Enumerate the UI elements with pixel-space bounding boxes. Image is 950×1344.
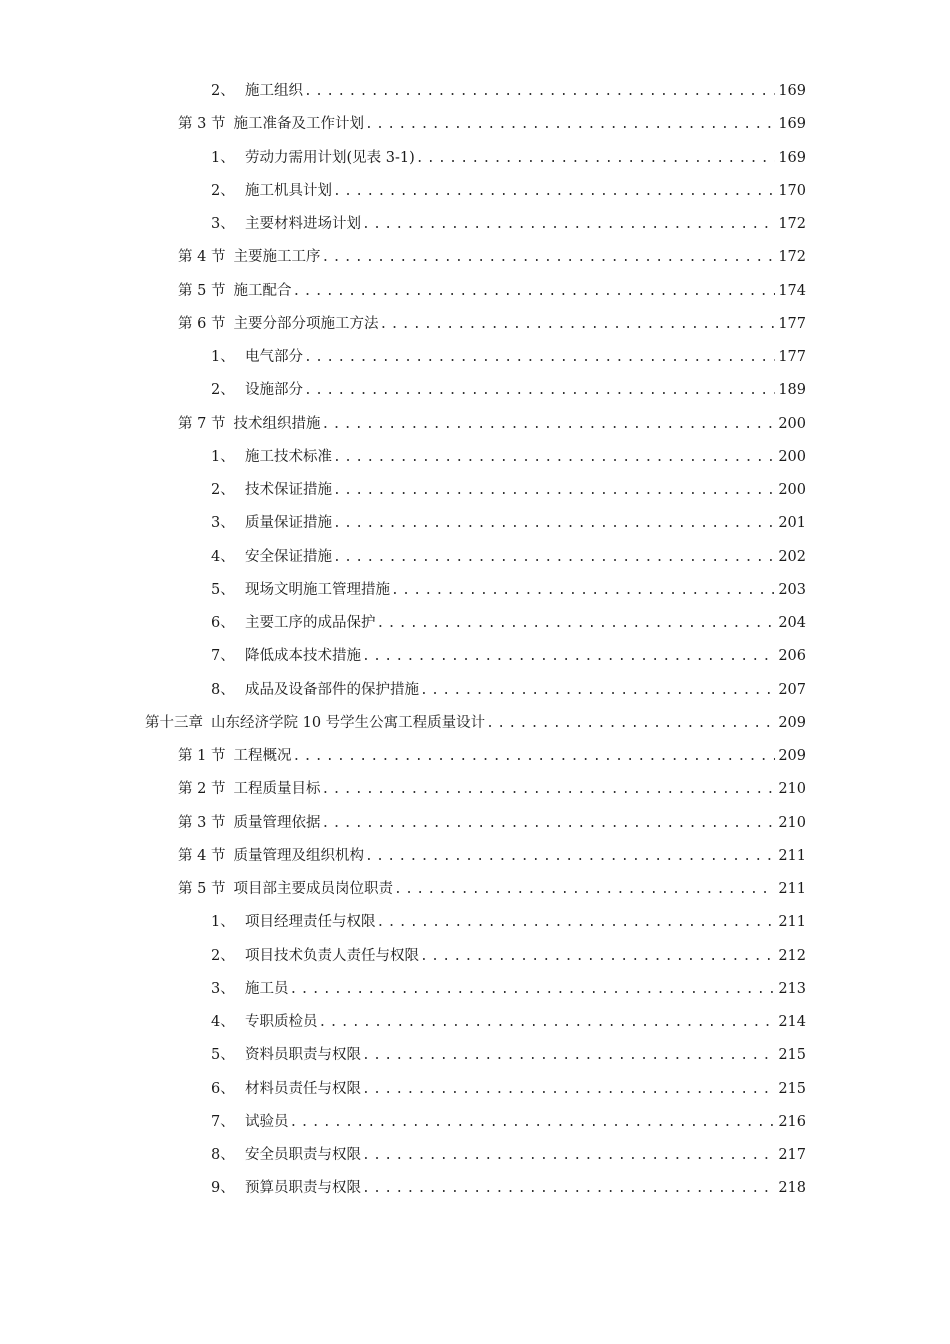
toc-entry-page-number: 172 [778,216,806,232]
toc-entry-section[interactable] [0,108,950,141]
toc-entry-title: 工程质量目标 [233,781,321,798]
toc-entry-section[interactable] [0,873,950,906]
toc-entry-page-number: 204 [778,615,806,631]
toc-entry-number: 5、 [211,581,235,598]
toc-dot-leader [377,906,776,939]
toc-dot-leader [362,1139,775,1172]
toc-entry-number: 1、 [211,448,235,465]
toc-entry-page-number: 212 [778,947,806,964]
toc-entry-number: 4、 [211,548,235,565]
toc-entry-title: 主要工序的成品保护 [245,615,376,631]
toc-entry-number: 2、 [211,482,235,498]
toc-entry-page-number: 203 [778,581,806,598]
toc-entry-page-number: 169 [778,116,806,133]
toc-entry-page-number: 174 [778,282,806,299]
toc-entry-page-number: 201 [778,515,806,532]
toc-entry-title: 施工技术标准 [245,448,332,465]
toc-entry-title: 施工机具计划 [245,182,332,199]
toc-entry-title: 主要施工工序 [233,249,321,266]
toc-entry-page-number: 206 [778,648,806,665]
toc-entry-number: 第 5 节 [178,881,226,897]
toc-entry-page-number: 202 [778,548,806,565]
toc-entry-title: 工程概况 [233,748,292,764]
toc-entry-title: 材料员责任与权限 [245,1080,361,1097]
toc-entry-page-number: 189 [778,382,806,399]
toc-entry-item[interactable] [0,341,950,374]
toc-entry-title: 设施部分 [245,382,303,399]
toc-entry-number: 9、 [211,1180,235,1197]
toc-dot-leader [321,773,775,806]
toc-dot-leader [362,1073,775,1106]
toc-entry-title: 资料员职责与权限 [245,1047,361,1064]
toc-dot-leader [321,408,775,441]
toc-entry-page-number: 209 [778,748,806,764]
toc-entry-item[interactable] [0,1172,950,1205]
toc-entry-number: 4、 [211,1014,235,1030]
toc-dot-leader [420,674,775,707]
toc-dot-leader [391,574,775,607]
toc-entry-title: 劳动力需用计划(见表 3-1) [245,149,415,166]
toc-entry-title: 降低成本技术措施 [245,648,361,665]
toc-entry-title: 质量管理及组织机构 [233,847,364,864]
toc-entry-title: 质量保证措施 [245,515,332,532]
toc-entry-number: 第 3 节 [178,116,226,133]
toc-entry-number: 第 7 节 [178,415,226,432]
toc-entry-item[interactable] [0,674,950,707]
toc-entry-page-number: 211 [778,881,806,897]
toc-entry-item[interactable] [0,441,950,474]
toc-entry-item[interactable] [0,1139,950,1172]
toc-entry-page-number: 211 [778,847,806,864]
toc-entry-page-number: 169 [778,149,806,166]
toc-dot-leader [290,1106,776,1139]
toc-entry-page-number: 210 [778,814,806,831]
toc-entry-section[interactable] [0,275,950,308]
table-of-contents [0,75,950,1206]
toc-entry-page-number: 210 [778,781,806,798]
toc-entry-title: 预算员职责与权限 [245,1180,361,1197]
toc-entry-number: 2、 [211,382,235,399]
toc-entry-title: 项目经理责任与权限 [245,914,376,931]
toc-entry-number: 第 4 节 [178,847,226,864]
toc-entry-item[interactable] [0,208,950,241]
toc-entry-title: 现场文明施工管理措施 [245,581,390,598]
toc-entry-page-number: 170 [778,182,806,199]
toc-dot-leader [362,1039,775,1072]
toc-entry-page-number: 177 [778,349,806,365]
toc-entry-number: 6、 [211,1080,235,1097]
toc-entry-page-number: 177 [778,315,806,332]
toc-entry-page-number: 217 [778,1147,806,1163]
toc-entry-item[interactable] [0,1073,950,1106]
toc-entry-chapter[interactable] [0,707,950,740]
toc-entry-number: 第 2 节 [178,781,226,798]
toc-entry-page-number: 209 [778,714,806,731]
toc-dot-leader [365,108,775,141]
toc-entry-section[interactable] [0,807,950,840]
toc-entry-number: 第十三章 [145,714,203,731]
toc-entry-page-number: 207 [778,681,806,698]
toc-entry-item[interactable] [0,607,950,640]
toc-dot-leader [394,873,775,906]
toc-dot-leader [416,142,775,175]
toc-dot-leader [304,75,775,108]
toc-entry-title: 成品及设备部件的保护措施 [245,681,419,698]
toc-entry-title: 施工员 [245,980,289,997]
toc-entry-item[interactable] [0,142,950,175]
toc-entry-number: 1、 [211,349,235,365]
toc-entry-item[interactable] [0,640,950,673]
toc-entry-page-number: 213 [778,980,806,997]
toc-entry-title: 主要分部分项施工方法 [233,315,379,332]
toc-entry-number: 第 4 节 [178,249,226,266]
toc-dot-leader [486,707,775,740]
toc-entry-title: 质量管理依据 [233,814,321,831]
toc-entry-title: 项目技术负责人责任与权限 [245,947,419,964]
toc-entry-title: 技术组织措施 [233,415,321,432]
toc-dot-leader [333,474,775,507]
toc-entry-item[interactable] [0,973,950,1006]
toc-entry-item[interactable] [0,541,950,574]
toc-entry-title: 专职质检员 [245,1014,318,1030]
toc-entry-item[interactable] [0,374,950,407]
toc-entry-number: 8、 [211,1147,235,1163]
toc-entry-number: 3、 [211,216,235,232]
toc-entry-title: 施工准备及工作计划 [233,116,364,133]
toc-dot-leader [292,275,775,308]
toc-dot-leader [365,840,775,873]
toc-entry-number: 3、 [211,515,235,532]
toc-entry-number: 3、 [211,980,235,997]
toc-entry-page-number: 216 [778,1113,806,1130]
toc-entry-number: 2、 [211,947,235,964]
toc-dot-leader [290,973,776,1006]
toc-entry-item[interactable] [0,906,950,939]
toc-dot-leader [292,740,775,773]
toc-entry-item[interactable] [0,1039,950,1072]
toc-entry-number: 7、 [211,648,235,665]
toc-dot-leader [420,940,775,973]
toc-entry-page-number: 214 [778,1014,806,1030]
toc-entry-page-number: 200 [778,482,806,498]
toc-dot-leader [304,341,775,374]
toc-entry-page-number: 215 [778,1080,806,1097]
toc-entry-title: 试验员 [245,1113,289,1130]
toc-dot-leader [333,541,775,574]
toc-entry-section[interactable] [0,773,950,806]
toc-entry-title: 项目部主要成员岗位职责 [233,881,393,897]
toc-entry-item[interactable] [0,474,950,507]
toc-entry-number: 1、 [211,914,235,931]
toc-entry-title: 施工配合 [233,282,292,299]
toc-entry-item[interactable] [0,75,950,108]
toc-entry-item[interactable] [0,1106,950,1139]
toc-entry-title: 主要材料进场计划 [245,216,361,232]
toc-entry-section[interactable] [0,308,950,341]
toc-dot-leader [362,1172,775,1205]
toc-entry-number: 1、 [211,149,235,166]
toc-entry-section[interactable] [0,241,950,274]
toc-entry-title: 山东经济学院 10 号学生公寓工程质量设计 [211,714,486,731]
toc-dot-leader [379,308,775,341]
toc-dot-leader [321,241,775,274]
toc-entry-page-number: 211 [778,914,806,931]
toc-entry-number: 2、 [211,83,235,99]
toc-entry-item[interactable] [0,574,950,607]
toc-entry-title: 技术保证措施 [245,482,332,498]
toc-entry-section[interactable] [0,408,950,441]
toc-entry-number: 第 1 节 [178,748,226,764]
toc-entry-number: 8、 [211,681,235,698]
toc-entry-page-number: 200 [778,415,806,432]
toc-entry-section[interactable] [0,840,950,873]
toc-entry-item[interactable] [0,940,950,973]
toc-entry-item[interactable] [0,175,950,208]
toc-dot-leader [319,1006,776,1039]
toc-entry-title: 安全员职责与权限 [245,1147,361,1163]
toc-entry-section[interactable] [0,740,950,773]
toc-entry-number: 第 5 节 [178,282,226,299]
toc-entry-page-number: 218 [778,1180,806,1197]
toc-entry-page-number: 172 [778,249,806,266]
toc-entry-item[interactable] [0,507,950,540]
toc-dot-leader [333,175,775,208]
toc-dot-leader [362,640,775,673]
toc-dot-leader [377,607,776,640]
toc-entry-title: 电气部分 [245,349,303,365]
toc-entry-number: 第 3 节 [178,814,226,831]
toc-entry-title: 安全保证措施 [245,548,332,565]
toc-entry-number: 5、 [211,1047,235,1064]
toc-entry-page-number: 200 [778,448,806,465]
toc-dot-leader [321,807,775,840]
toc-dot-leader [333,441,775,474]
toc-dot-leader [304,374,775,407]
toc-dot-leader [333,507,775,540]
toc-entry-number: 2、 [211,182,235,199]
toc-entry-number: 6、 [211,615,235,631]
toc-dot-leader [362,208,775,241]
toc-entry-number: 7、 [211,1113,235,1130]
toc-entry-item[interactable] [0,1006,950,1039]
toc-entry-page-number: 169 [778,83,806,99]
toc-entry-number: 第 6 节 [178,315,226,332]
toc-entry-title: 施工组织 [245,83,303,99]
toc-entry-page-number: 215 [778,1047,806,1064]
